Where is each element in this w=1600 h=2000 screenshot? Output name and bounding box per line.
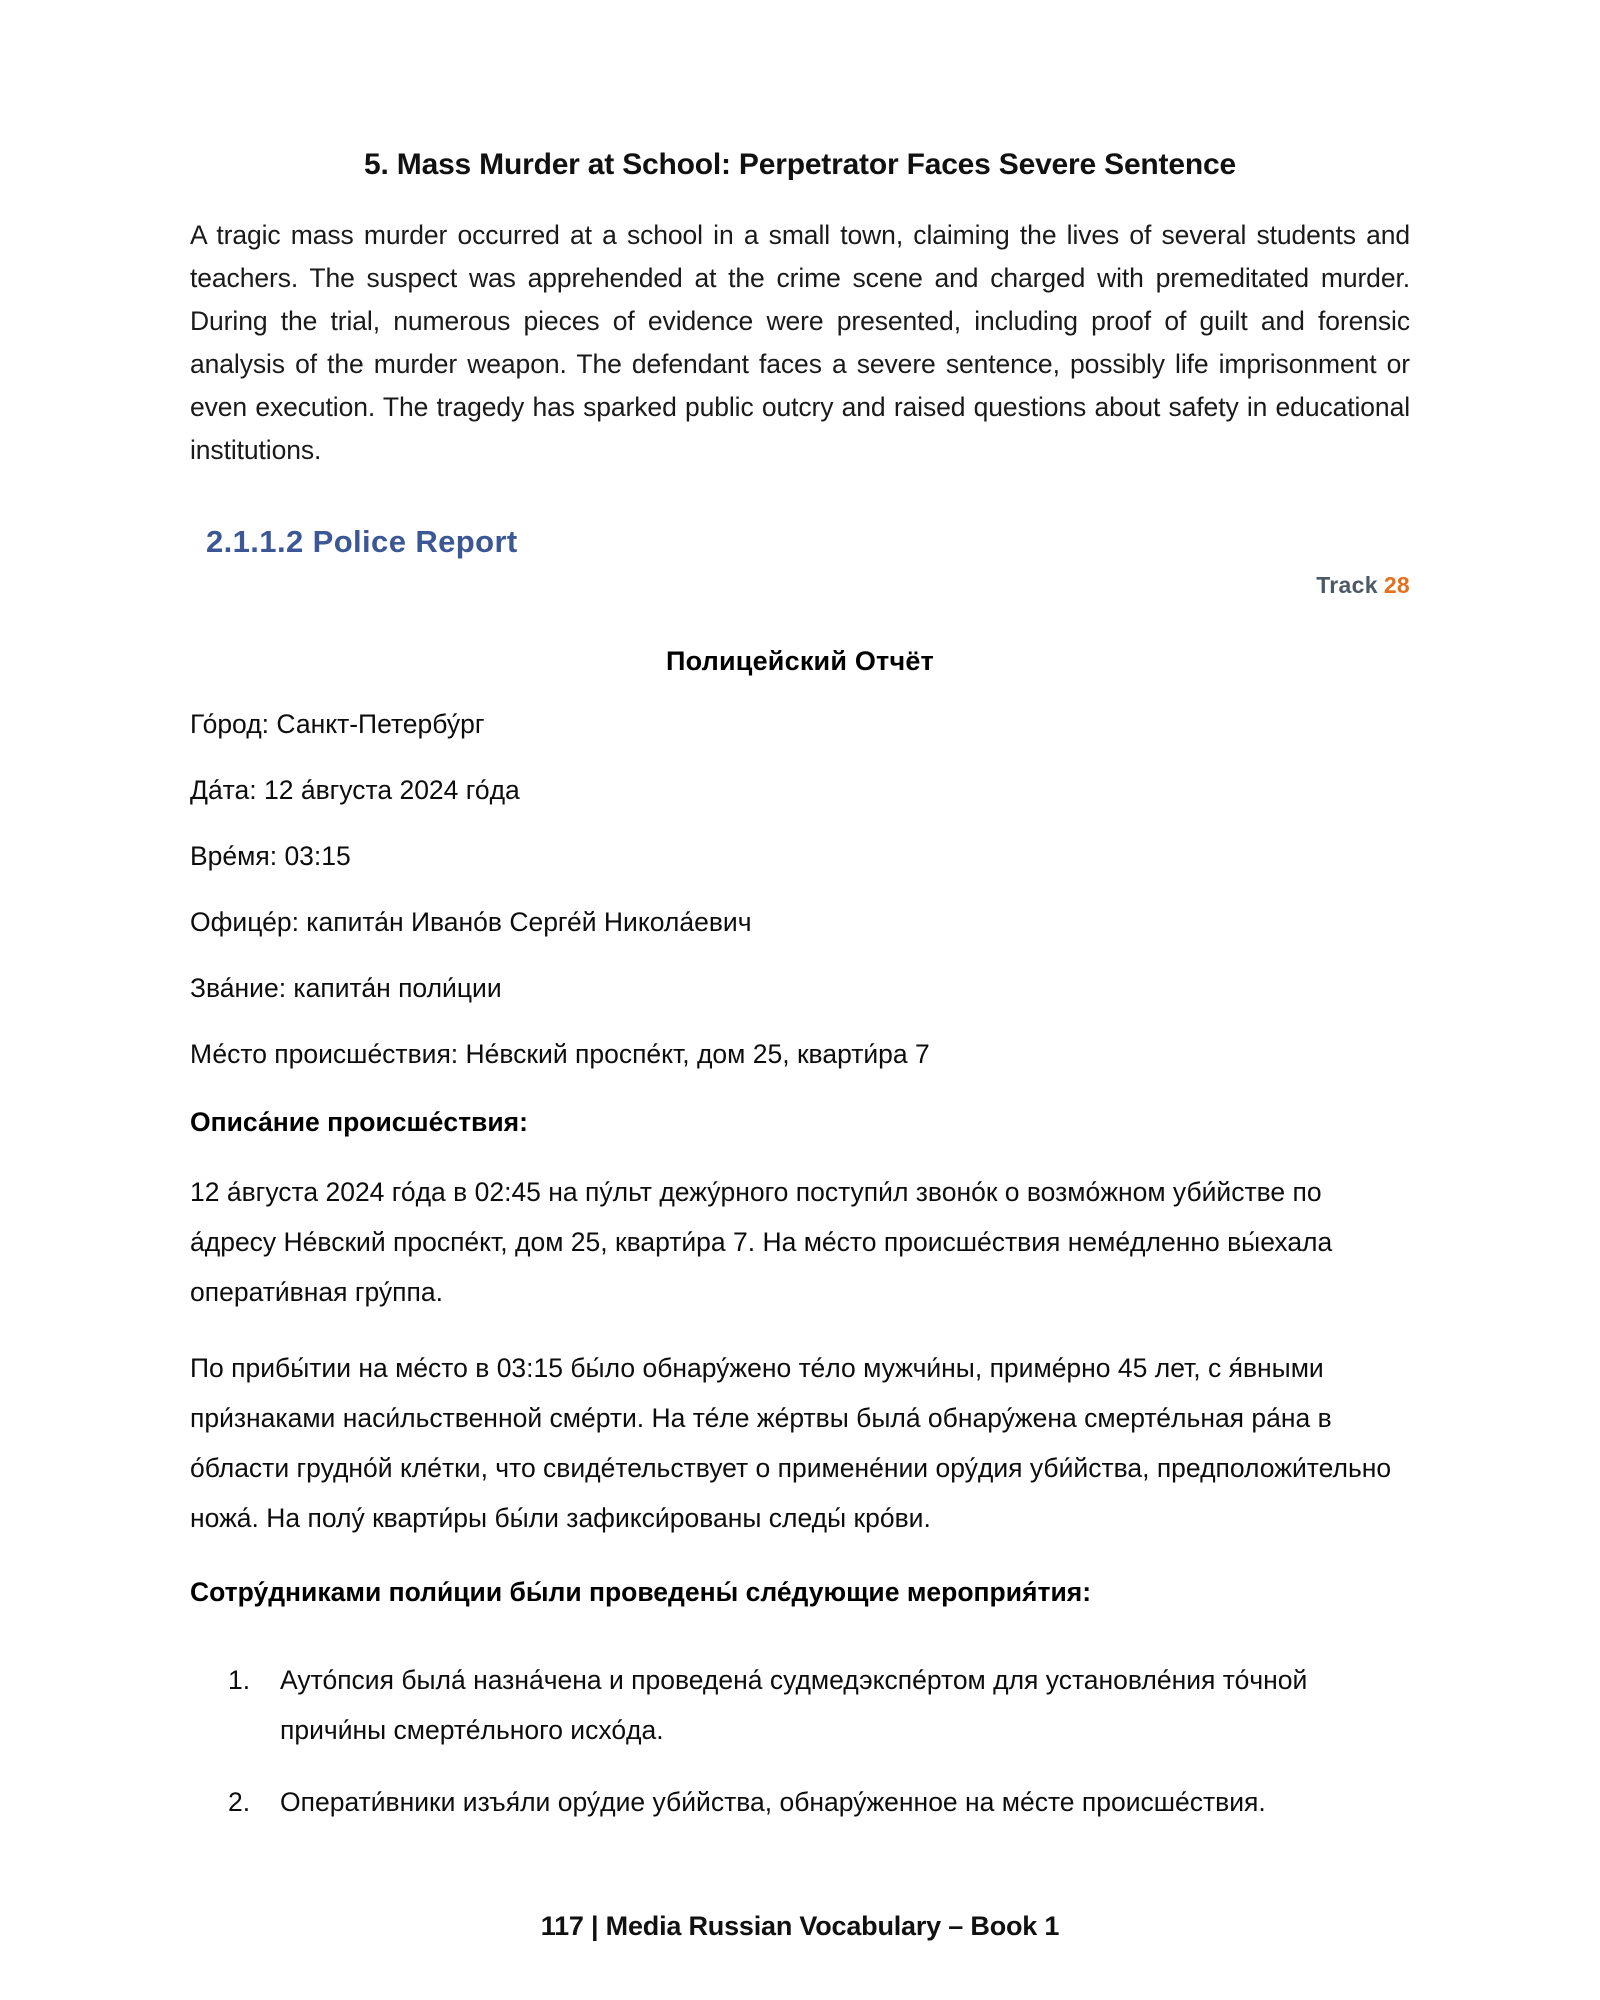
- report-field-location: Ме́сто происше́ствия: Не́вский проспе́кт, дом 25, кварти́ра 7: [190, 1038, 930, 1069]
- track-label: Track: [1316, 571, 1378, 598]
- page-footer: 117 | Media Russian Vocabulary – Book 1: [540, 1911, 1060, 1941]
- report-measures-list: [190, 1611, 1410, 1827]
- track-badge: [1316, 572, 1410, 599]
- report-field-time: Вре́мя: 03:15: [190, 840, 351, 871]
- page-title: 5. Mass Murder at School: Perpetrator Faces Severe Sentence: [364, 148, 1236, 181]
- english-summary-paragraph: A tragic mass murder occurred at a school in a small town, claiming the lives of several students and teachers. The suspect was apprehended at the crime scene and charged with premeditated murder. During the trial, numerous pieces of evidence were presented, including proof of guilt and forensic analysis of the murder weapon. The defendant faces a severe sentence, possibly life imprisonment or even execution. The tragedy has sparked public outcry and raised questions about safety in educational institutions.: [190, 219, 1410, 465]
- report-field-date: Да́та: 12 а́вгуста 2024 го́да: [190, 774, 520, 805]
- list-item: Ауто́псия была́ назна́чена и проведена́ судмедэкспе́ртом для установле́ния то́чной причи́ны смерте́льного исхо́да.: [280, 1664, 1308, 1745]
- report-field-officer: Офице́р: капита́н Ивано́в Серге́й Никола́евич: [190, 906, 752, 937]
- report-description-paragraph-1: 12 а́вгуста 2024 го́да в 02:45 на пу́льт дежу́рного поступи́л звоно́к о возмо́жном уби́йстве по а́дресу Не́вский проспе́кт, дом 25, кварти́ра 7. На ме́сто происше́ствия неме́дленно вы́ехала операти́вная гру́ппа.: [190, 1176, 1333, 1307]
- report-title: Полицейский Отчёт: [666, 645, 934, 676]
- report-description-heading: Описа́ние происше́ствия:: [190, 1106, 528, 1137]
- report-description-paragraph-2: По прибы́тии на ме́сто в 03:15 бы́ло обнару́жено те́ло мужчи́ны, приме́рно 45 лет, с я́вными при́знаками наси́льственной сме́рти. На те́ле же́ртвы была́ обнару́жена смерте́льная ра́на в о́бласти грудно́й кле́тки, что свиде́тельствует о примене́нии ору́дия уби́йства, предположи́тельно ножа́. На полу́ кварти́ры бы́ли зафикси́рованы следы́ кро́ви.: [190, 1352, 1392, 1533]
- track-row: [190, 560, 1410, 618]
- report-measures-heading: Сотру́дниками поли́ции бы́ли проведены́ сле́дующие мероприя́тия:: [190, 1576, 1092, 1607]
- subsection-heading: 2.1.1.2 Police Report: [206, 523, 518, 559]
- track-number: 28: [1383, 571, 1410, 598]
- list-item: Операти́вники изъя́ли ору́дие уби́йства, обнару́женное на ме́сте происше́ствия.: [280, 1786, 1266, 1817]
- report-field-rank: Зва́ние: капита́н поли́ции: [190, 972, 502, 1003]
- report-field-city: Го́род: Санкт-Петербу́рг: [190, 708, 485, 739]
